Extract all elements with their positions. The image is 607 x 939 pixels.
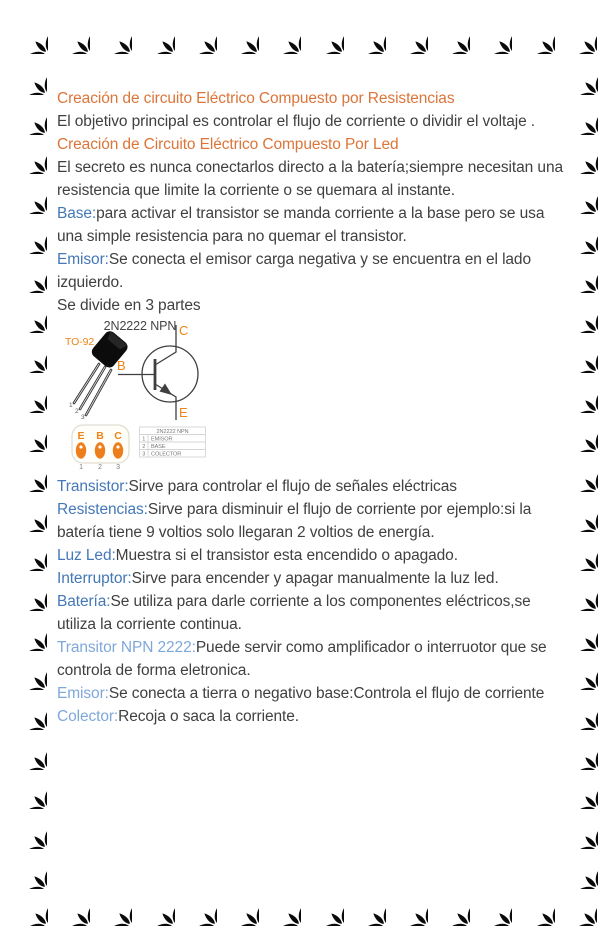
flower-icon <box>9 851 47 889</box>
flower-icon <box>560 414 598 452</box>
section-heading: Creación de circuito Eléctrico Compuesto por Resistencias <box>57 90 455 107</box>
flower-icon <box>9 533 47 571</box>
flower-icon <box>9 811 47 849</box>
flower-icon <box>559 888 597 926</box>
flower-icon <box>560 375 598 413</box>
flower-icon <box>560 255 598 293</box>
leg-number-2: 2 <box>75 408 79 415</box>
flower-icon <box>474 16 512 54</box>
pin-letter-e: E <box>77 430 85 442</box>
term-label: Base: <box>57 205 97 222</box>
pin-number-2: 2 <box>98 464 102 471</box>
flower-icon <box>9 692 47 730</box>
flower-icon <box>474 888 512 926</box>
flower-icon <box>560 295 598 333</box>
flower-icon <box>560 613 598 651</box>
paragraph: Emisor:Se conecta el emisor carga negativa y se encuentra en el lado izquierdo. <box>57 251 531 291</box>
flower-icon <box>9 573 47 611</box>
paragraph: Base:para activar el transistor se manda corriente a la base pero se usa una simple resistencia para no quemar el transistor. <box>57 205 545 245</box>
flower-icon <box>9 176 47 214</box>
flower-icon <box>137 16 175 54</box>
paragraph: Transistor:Sirve para controlar el flujo de señales eléctricas <box>57 478 457 495</box>
flower-icon <box>263 16 301 54</box>
flower-icon <box>560 771 598 809</box>
term-label: Colector: <box>57 708 119 725</box>
paragraph: Interruptor:Sirve para encender y apagar manualmente la luz led. <box>57 570 499 587</box>
flower-icon <box>9 494 47 532</box>
pin-letter-b: B <box>96 430 104 442</box>
text-section-bottom <box>57 475 563 728</box>
term-label: Resistencias: <box>57 501 148 518</box>
term-label: Batería: <box>57 593 111 610</box>
paragraph: Transitor NPN 2222:Puede servir como amplificador o interruotor que se controla de forma eletronica. <box>57 639 547 679</box>
paragraph: Colector:Recoja o saca la corriente. <box>57 708 299 725</box>
border-bottom <box>10 888 597 926</box>
pin-letter-c: C <box>114 430 122 442</box>
flower-icon <box>10 16 48 54</box>
paragraph: Emisor:Se conecta a tierra o negativo base:Controla el flujo de corriente <box>57 685 545 702</box>
pin-table-row-name: COLECTOR <box>151 451 182 458</box>
flower-icon <box>432 16 470 54</box>
flower-icon <box>560 176 598 214</box>
flower-icon <box>9 375 47 413</box>
paragraph: Resistencias:Sirve para disminuir el flujo de corriente por ejemplo:si la batería tiene 9 voltios solo llegaran 2 voltios de energía. <box>57 501 532 541</box>
pin-table-header: 2N2222 NPN <box>156 429 189 435</box>
section-heading: Creación de Circuito Eléctrico Compuesto Por Led <box>57 136 399 153</box>
flower-icon <box>560 851 598 889</box>
paragraph: Batería:Se utiliza para darle corriente a los componentes eléctricos,se utiliza la corriente continua. <box>57 593 531 633</box>
flower-icon <box>348 888 386 926</box>
border-left <box>9 57 47 889</box>
flower-icon <box>9 732 47 770</box>
flower-icon <box>390 16 428 54</box>
term-label: Transistor: <box>57 478 129 495</box>
pin-table-row-num: 2 <box>142 444 146 450</box>
transistor-figure <box>55 317 295 475</box>
flower-icon <box>9 613 47 651</box>
flower-icon <box>9 97 47 135</box>
flower-icon <box>560 811 598 849</box>
pin-table-row-name: BASE <box>151 444 166 450</box>
flower-icon <box>9 652 47 690</box>
term-label: Emisor: <box>57 251 109 268</box>
flower-icon <box>432 888 470 926</box>
flower-icon <box>9 57 47 95</box>
pin-table-row-num: 3 <box>142 451 146 458</box>
flower-icon <box>348 16 386 54</box>
flower-icon <box>263 888 301 926</box>
text-section-top <box>57 87 563 317</box>
flower-icon <box>9 216 47 254</box>
flower-icon <box>517 16 555 54</box>
collector-label: C <box>179 323 189 338</box>
flower-icon <box>137 888 175 926</box>
flower-icon <box>221 16 259 54</box>
border-right <box>560 57 598 889</box>
pin-number-3: 3 <box>116 464 120 471</box>
base-label: B <box>117 358 126 373</box>
flower-icon <box>10 888 48 926</box>
flower-icon <box>560 454 598 492</box>
flower-icon <box>9 454 47 492</box>
flower-icon <box>94 888 132 926</box>
flower-icon <box>52 16 90 54</box>
leg-number-3: 3 <box>81 414 85 421</box>
flower-icon <box>94 16 132 54</box>
flower-icon <box>560 57 598 95</box>
flower-icon <box>560 652 598 690</box>
flower-icon <box>560 533 598 571</box>
flower-icon <box>52 888 90 926</box>
term-label: Interruptor: <box>57 570 132 587</box>
term-label: Luz Led: <box>57 547 116 564</box>
package-type-label: TO-92 <box>65 336 95 348</box>
flower-icon <box>559 16 597 54</box>
flower-icon <box>179 888 217 926</box>
flower-icon <box>560 335 598 373</box>
pin-table-row-name: EMISOR <box>151 436 173 443</box>
flower-icon <box>390 888 428 926</box>
document-body <box>57 87 563 728</box>
flower-icon <box>560 732 598 770</box>
term-label: Emisor: <box>57 685 109 702</box>
flower-icon <box>9 414 47 452</box>
term-label: Transitor NPN 2222: <box>57 639 196 656</box>
pin-table-row-num: 1 <box>142 436 146 443</box>
figure-title: 2N2222 NPN <box>103 319 177 333</box>
flower-icon <box>560 216 598 254</box>
flower-icon <box>221 888 259 926</box>
flower-icon <box>9 136 47 174</box>
flower-icon <box>560 97 598 135</box>
paragraph: Se divide en 3 partes <box>57 297 201 314</box>
flower-icon <box>560 494 598 532</box>
flower-icon <box>9 335 47 373</box>
paragraph: Luz Led:Muestra si el transistor esta encendido o apagado. <box>57 547 458 564</box>
flower-icon <box>179 16 217 54</box>
paragraph: El secreto es nunca conectarlos directo a la batería;siempre necesitan una resistencia que limite la corriente o se quemara al instante. <box>57 159 563 199</box>
border-top <box>10 16 597 54</box>
flower-icon <box>306 16 344 54</box>
paragraph: El objetivo principal es controlar el flujo de corriente o dividir el voltaje . <box>57 113 536 130</box>
flower-icon <box>517 888 555 926</box>
flower-icon <box>560 136 598 174</box>
pinout-view <box>72 425 129 471</box>
flower-icon <box>9 771 47 809</box>
flower-icon <box>560 692 598 730</box>
pin-number-1: 1 <box>79 464 83 471</box>
flower-icon <box>306 888 344 926</box>
flower-icon <box>9 255 47 293</box>
pin-table <box>140 427 206 458</box>
flower-icon <box>560 573 598 611</box>
flower-icon <box>9 295 47 333</box>
emitter-label: E <box>179 405 188 420</box>
leg-number-1: 1 <box>69 402 73 409</box>
